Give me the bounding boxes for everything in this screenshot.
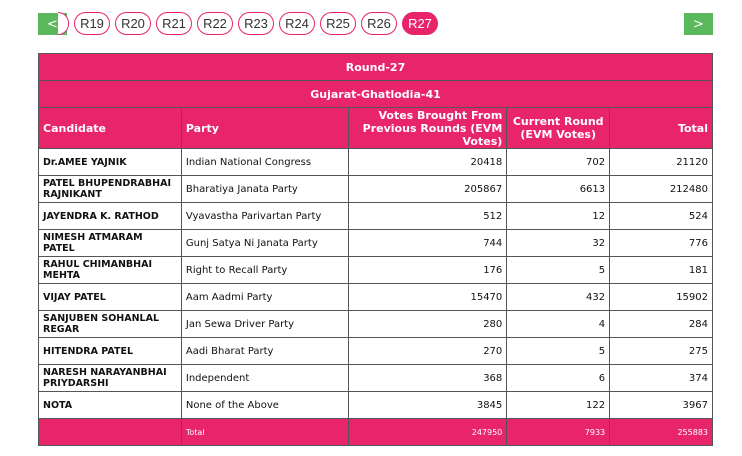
party-cell: Aam Aadmi Party xyxy=(181,284,348,311)
total-previous: 247950 xyxy=(348,419,507,446)
total-cell: 3967 xyxy=(610,392,713,419)
party-cell: Gunj Satya Ni Janata Party xyxy=(181,230,348,257)
candidate-cell: PATEL BHUPENDRABHAI RAJNIKANT xyxy=(39,176,182,203)
previous-votes-cell: 15470 xyxy=(348,284,507,311)
results-body xyxy=(39,149,713,419)
round-pill-r26[interactable]: R26 xyxy=(361,12,397,35)
party-cell: Vyavastha Parivartan Party xyxy=(181,203,348,230)
total-cell: 181 xyxy=(610,257,713,284)
current-round-cell: 5 xyxy=(507,257,610,284)
previous-votes-cell: 280 xyxy=(348,311,507,338)
col-header-total: Total xyxy=(610,108,713,149)
round-title-row xyxy=(39,54,713,81)
previous-votes-cell: 3845 xyxy=(348,392,507,419)
total-cell: 374 xyxy=(610,365,713,392)
party-cell: Aadi Bharat Party xyxy=(181,338,348,365)
party-cell: Jan Sewa Driver Party xyxy=(181,311,348,338)
total-current: 7933 xyxy=(507,419,610,446)
round-pill-partial[interactable] xyxy=(58,12,69,35)
table-row xyxy=(39,392,713,419)
current-round-cell: 432 xyxy=(507,284,610,311)
current-round-cell: 122 xyxy=(507,392,610,419)
previous-votes-cell: 20418 xyxy=(348,149,507,176)
total-label: Total xyxy=(181,419,348,446)
constituency-title: Gujarat-Ghatlodia-41 xyxy=(39,81,713,108)
current-round-cell: 702 xyxy=(507,149,610,176)
col-header-candidate: Candidate xyxy=(39,108,182,149)
candidate-cell: NIMESH ATMARAM PATEL xyxy=(39,230,182,257)
current-round-cell: 12 xyxy=(507,203,610,230)
total-total: 255883 xyxy=(610,419,713,446)
party-cell: None of the Above xyxy=(181,392,348,419)
table-row xyxy=(39,149,713,176)
round-title: Round-27 xyxy=(39,54,713,81)
round-pill-r27[interactable]: R27 xyxy=(402,12,438,35)
previous-votes-cell: 176 xyxy=(348,257,507,284)
previous-votes-cell: 512 xyxy=(348,203,507,230)
total-empty-cell xyxy=(39,419,182,446)
party-cell: Independent xyxy=(181,365,348,392)
candidate-cell: HITENDRA PATEL xyxy=(39,338,182,365)
party-cell: Right to Recall Party xyxy=(181,257,348,284)
col-header-party: Party xyxy=(181,108,348,149)
current-round-cell: 4 xyxy=(507,311,610,338)
col-header-previous-votes: Votes Brought From Previous Rounds (EVM Votes) xyxy=(348,108,507,149)
round-pill-r19[interactable]: R19 xyxy=(74,12,110,35)
previous-votes-cell: 270 xyxy=(348,338,507,365)
round-pill-r24[interactable]: R24 xyxy=(279,12,315,35)
table-row xyxy=(39,176,713,203)
candidate-cell: Dr.AMEE YAJNIK xyxy=(39,149,182,176)
prev-round-button[interactable]: < xyxy=(38,13,67,35)
table-row xyxy=(39,338,713,365)
table-row xyxy=(39,230,713,257)
total-cell: 284 xyxy=(610,311,713,338)
total-cell: 15902 xyxy=(610,284,713,311)
party-cell: Bharatiya Janata Party xyxy=(181,176,348,203)
constituency-row xyxy=(39,81,713,108)
table-row xyxy=(39,365,713,392)
round-pill-r22[interactable]: R22 xyxy=(197,12,233,35)
total-cell: 212480 xyxy=(610,176,713,203)
total-cell: 524 xyxy=(610,203,713,230)
party-cell: Indian National Congress xyxy=(181,149,348,176)
total-cell: 275 xyxy=(610,338,713,365)
round-pagination xyxy=(58,12,438,35)
previous-votes-cell: 205867 xyxy=(348,176,507,203)
previous-votes-cell: 368 xyxy=(348,365,507,392)
candidate-cell: JAYENDRA K. RATHOD xyxy=(39,203,182,230)
candidate-cell: SANJUBEN SOHANLAL REGAR xyxy=(39,311,182,338)
table-row xyxy=(39,257,713,284)
current-round-cell: 32 xyxy=(507,230,610,257)
round-pill-r25[interactable]: R25 xyxy=(320,12,356,35)
round-pill-r21[interactable]: R21 xyxy=(156,12,192,35)
table-row xyxy=(39,284,713,311)
table-row xyxy=(39,203,713,230)
table-row xyxy=(39,311,713,338)
previous-votes-cell: 744 xyxy=(348,230,507,257)
header-row xyxy=(39,108,713,149)
candidate-cell: VIJAY PATEL xyxy=(39,284,182,311)
col-header-current-round: Current Round (EVM Votes) xyxy=(507,108,610,149)
candidate-cell: NOTA xyxy=(39,392,182,419)
round-pill-r23[interactable]: R23 xyxy=(238,12,274,35)
next-round-button[interactable]: > xyxy=(684,13,713,35)
total-row xyxy=(39,419,713,446)
current-round-cell: 5 xyxy=(507,338,610,365)
candidate-cell: NARESH NARAYANBHAI PRIYDARSHI xyxy=(39,365,182,392)
candidate-cell: RAHUL CHIMANBHAI MEHTA xyxy=(39,257,182,284)
results-table xyxy=(38,53,713,446)
total-cell: 776 xyxy=(610,230,713,257)
current-round-cell: 6 xyxy=(507,365,610,392)
round-pill-r20[interactable]: R20 xyxy=(115,12,151,35)
total-cell: 21120 xyxy=(610,149,713,176)
current-round-cell: 6613 xyxy=(507,176,610,203)
